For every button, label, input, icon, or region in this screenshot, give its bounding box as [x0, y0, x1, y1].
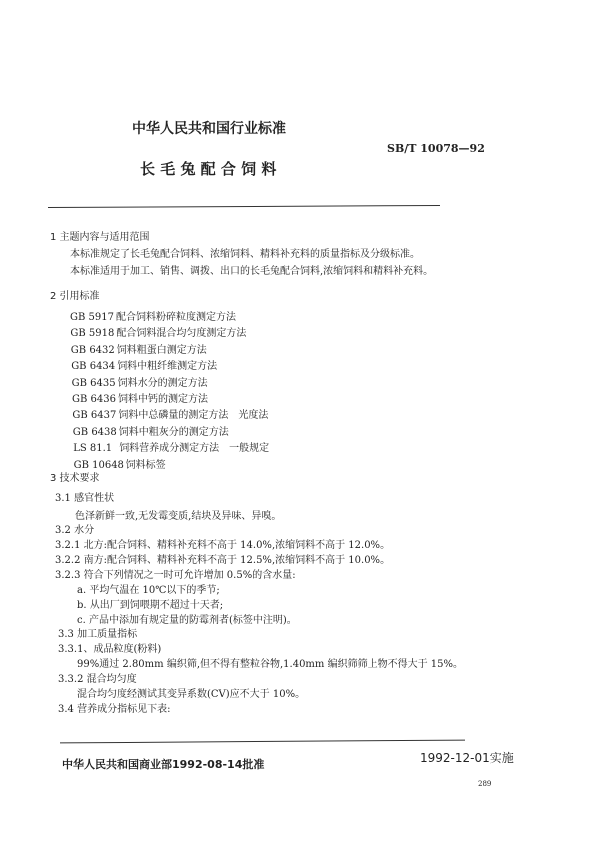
reference-title: 配合饲料粉碎粒度测定方法 — [116, 312, 236, 323]
reference-item — [70, 313, 236, 323]
section-2-heading: 2 引用标准 — [50, 291, 100, 302]
document-title: 长 毛 兔 配 合 饲 料 — [140, 160, 277, 178]
section-3-line: 混合均匀度经测试其变异系数(CV)应不大于 10%。 — [77, 689, 306, 700]
section-3-line: 3.2.2 南方:配合饲料、精料补充料不高于 12.5%,浓缩饲料不高于 10.0%。 — [55, 555, 391, 566]
section-3-line: a. 平均气温在 10℃以下的季节; — [77, 585, 220, 596]
section-3-line: 3.4 营养成分指标见下表: — [58, 704, 171, 715]
section-1-heading: 1 主题内容与适用范围 — [50, 232, 150, 243]
section-3-line: 3.3 加工质量指标 — [58, 629, 138, 640]
issuing-org: 中华人民共和国行业标准 — [132, 121, 286, 137]
reference-item — [71, 346, 207, 356]
approval-date: 中华人民共和国商业部1992-08-14批准 — [62, 758, 265, 771]
reference-code: GB 6437 — [72, 410, 117, 422]
section-3-line: 3.3.2 混合均匀度 — [58, 674, 137, 685]
reference-item — [72, 395, 208, 405]
page-number: 289 — [478, 780, 492, 788]
reference-code: GB 5917 — [70, 312, 114, 323]
section-3-line: 3.2.1 北方:配合饲料、精料补充料不高于 14.0%,浓缩饲料不高于 12.0%。 — [55, 540, 391, 551]
reference-code: GB 10648 — [73, 459, 124, 471]
section-3-line: 3.1 感官性状 — [55, 493, 115, 504]
reference-item — [72, 411, 268, 421]
header-rule — [48, 205, 440, 208]
reference-item — [70, 329, 246, 339]
section-3-line: 3.2.3 符合下列情况之一时可允许增加 0.5%的含水量: — [55, 570, 296, 581]
reference-title: 饲料中粗纤维测定方法 — [117, 361, 218, 373]
reference-title: 饲料营养成分测定方法 一般规定 — [119, 443, 270, 455]
section-1-para: 本标准规定了长毛兔配合饲料、浓缩饲料、精料补充料的质量指标及分级标准。 — [70, 249, 420, 260]
section-3-line: c. 产品中添加有规定量的防霉剂者(标签中注明)。 — [77, 615, 297, 626]
reference-title: 饲料中钙的测定方法 — [118, 394, 208, 405]
reference-code: GB 6438 — [72, 426, 117, 438]
reference-code: GB 6435 — [71, 377, 116, 389]
reference-item — [71, 362, 217, 372]
reference-code: GB 5918 — [70, 328, 115, 340]
effective-date: 1992-12-01实施 — [420, 751, 514, 765]
reference-item — [72, 379, 208, 389]
section-3-line: 色泽新鲜一致,无发霉变质,结块及异味、异嗅。 — [75, 511, 282, 522]
section-3-heading: 3 技术要求 — [50, 473, 100, 484]
footer-rule — [60, 740, 465, 744]
section-3-line: 3.3.1、成品粒度(粉料) — [58, 644, 162, 655]
reference-code: GB 6432 — [70, 344, 115, 356]
reference-item — [73, 444, 269, 454]
section-3-line: 3.2 水分 — [55, 525, 95, 536]
reference-item — [73, 428, 229, 438]
reference-code: LS 81.1 — [73, 443, 113, 455]
reference-title: 饲料标签 — [125, 459, 166, 471]
section-1-para: 本标准适用于加工、销售、调拨、出口的长毛兔配合饲料,浓缩饲料和精料补充料。 — [70, 266, 434, 277]
reference-item — [74, 461, 166, 471]
reference-title: 饲料粗蛋白测定方法 — [116, 344, 207, 356]
reference-code: GB 6436 — [72, 394, 116, 405]
standard-code: SB/T 10078—92 — [387, 142, 485, 155]
section-3-line: 99%通过 2.80mm 编织筛,但不得有整粒谷物,1.40mm 编织筛筛上物不得大于 15%。 — [77, 659, 463, 670]
reference-title: 配合饲料混合均匀度测定方法 — [116, 328, 247, 340]
reference-code: GB 6434 — [71, 361, 116, 373]
reference-title: 饲料中粗灰分的测定方法 — [118, 426, 229, 438]
section-3-line: b. 从出厂到饲喂期不超过十天者; — [77, 600, 224, 611]
reference-title: 饲料中总磷量的测定方法 光度法 — [118, 410, 269, 422]
reference-title: 饲料水分的测定方法 — [117, 377, 208, 389]
